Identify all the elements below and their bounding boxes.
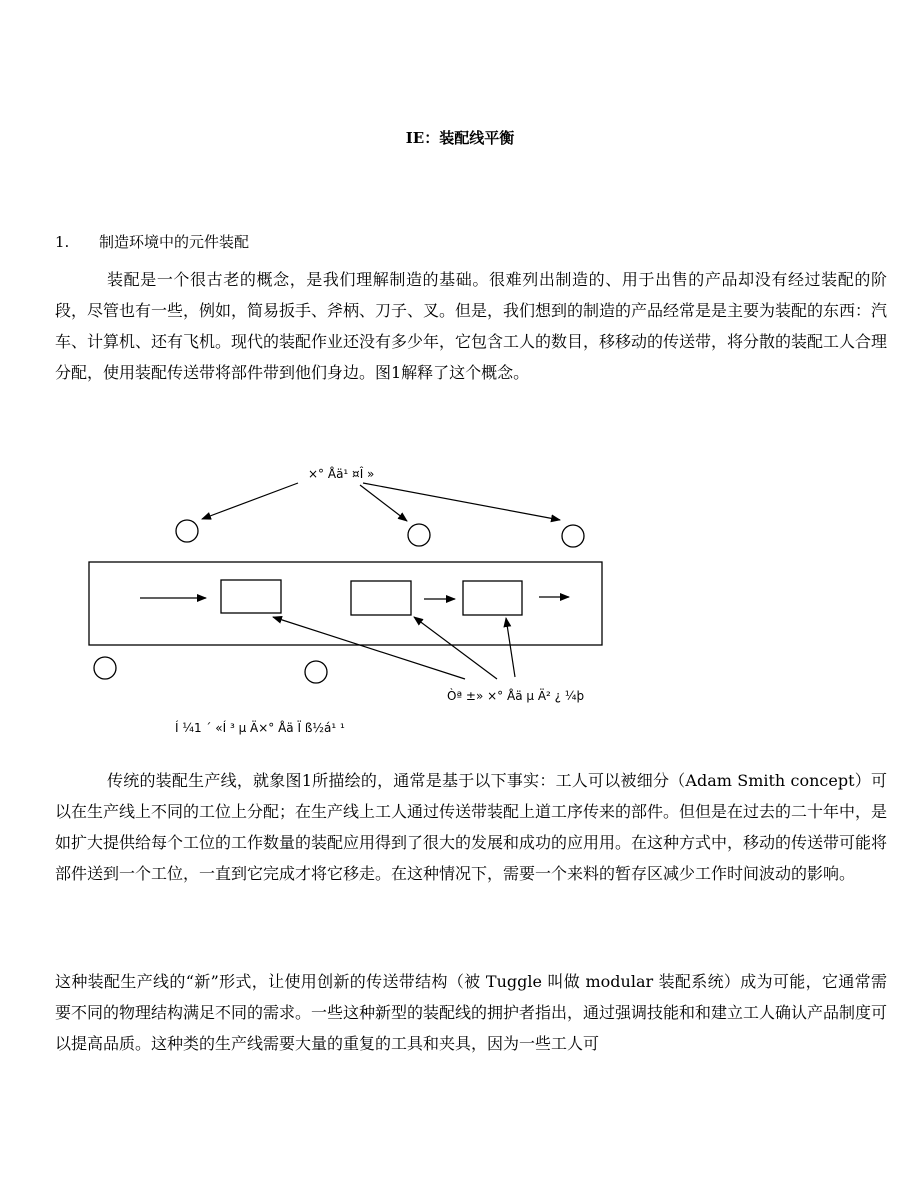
arrow-to-part-2 xyxy=(414,617,497,679)
part-box xyxy=(463,581,522,615)
arrow-to-part-3 xyxy=(506,618,515,677)
section-title: 制造环境中的元件装配 xyxy=(99,233,250,251)
worker-circle xyxy=(408,524,430,546)
figure-label-workers: ×° Åä¹ ¤Î » xyxy=(308,467,375,481)
figure-caption: Í ¼1 ´ «Í ³ µ Ä×° Åä Ï ß½á¹ ¹ xyxy=(175,721,345,735)
paragraph-2: 传统的装配生产线，就象图1所描绘的，通常是基于以下事实：工人可以被细分（Adam Smith concept）可以在生产线上不同的工位上分配；在生产线上工人通过传送带装配上道工序传来的部件。但但是在过去的二十年中，是如扩大提供给每个工位的工作数量的装配应用得到了很大的发展和成功的应用用。在这种方式中，移动的传送带可能将部件送到一个工位，一直到它完成才将它移走。在这种情况下，需要一个来料的暂存区减少工作时间波动的影响。 xyxy=(55,771,888,883)
arrow-to-worker-1 xyxy=(202,483,298,519)
document-title: IE：装配线平衡 xyxy=(405,129,515,147)
section-number: 1. xyxy=(55,233,70,251)
paragraph-1: 装配是一个很古老的概念，是我们理解制造的基础。很难列出制造的、用于出售的产品却没有经过装配的阶段，尽管也有一些，例如，简易扳手、斧柄、刀子、叉。但是，我们想到的制造的产品经常是是主要为装配的东西：汽车、计算机、还有飞机。现代的装配作业还没有多少年，它包含工人的数目，移移动的传送带，将分散的装配工人合理分配，使用装配传送带将部件带到他们身边。图1解释了这个概念。 xyxy=(55,270,888,382)
conveyor-belt xyxy=(89,562,602,645)
figure-label-parts: Òª ±» ×° Åä µ Ä² ¿ ¼þ xyxy=(447,689,585,703)
worker-circle xyxy=(562,525,584,547)
worker-circle xyxy=(94,657,116,679)
worker-circle xyxy=(305,661,327,683)
arrow-to-worker-3 xyxy=(363,483,560,520)
part-box xyxy=(351,581,411,615)
arrow-to-part-1 xyxy=(273,617,465,679)
arrow-to-worker-2 xyxy=(360,485,407,521)
section-heading xyxy=(55,231,249,252)
worker-circle xyxy=(176,520,198,542)
paragraph-3: 这种装配生产线的“新”形式，让使用创新的传送带结构（被 Tuggle 叫做 modular 装配系统）成为可能，它通常需要不同的物理结构满足不同的需求。一些这种新型的装配线的拥护者指出，通过强调技能和和建立工人确认产品制度可以提高品质。这种类的生产线需要大量的重复的工具和夹具，因为一些工人可 xyxy=(55,972,888,1053)
part-box xyxy=(221,580,281,613)
